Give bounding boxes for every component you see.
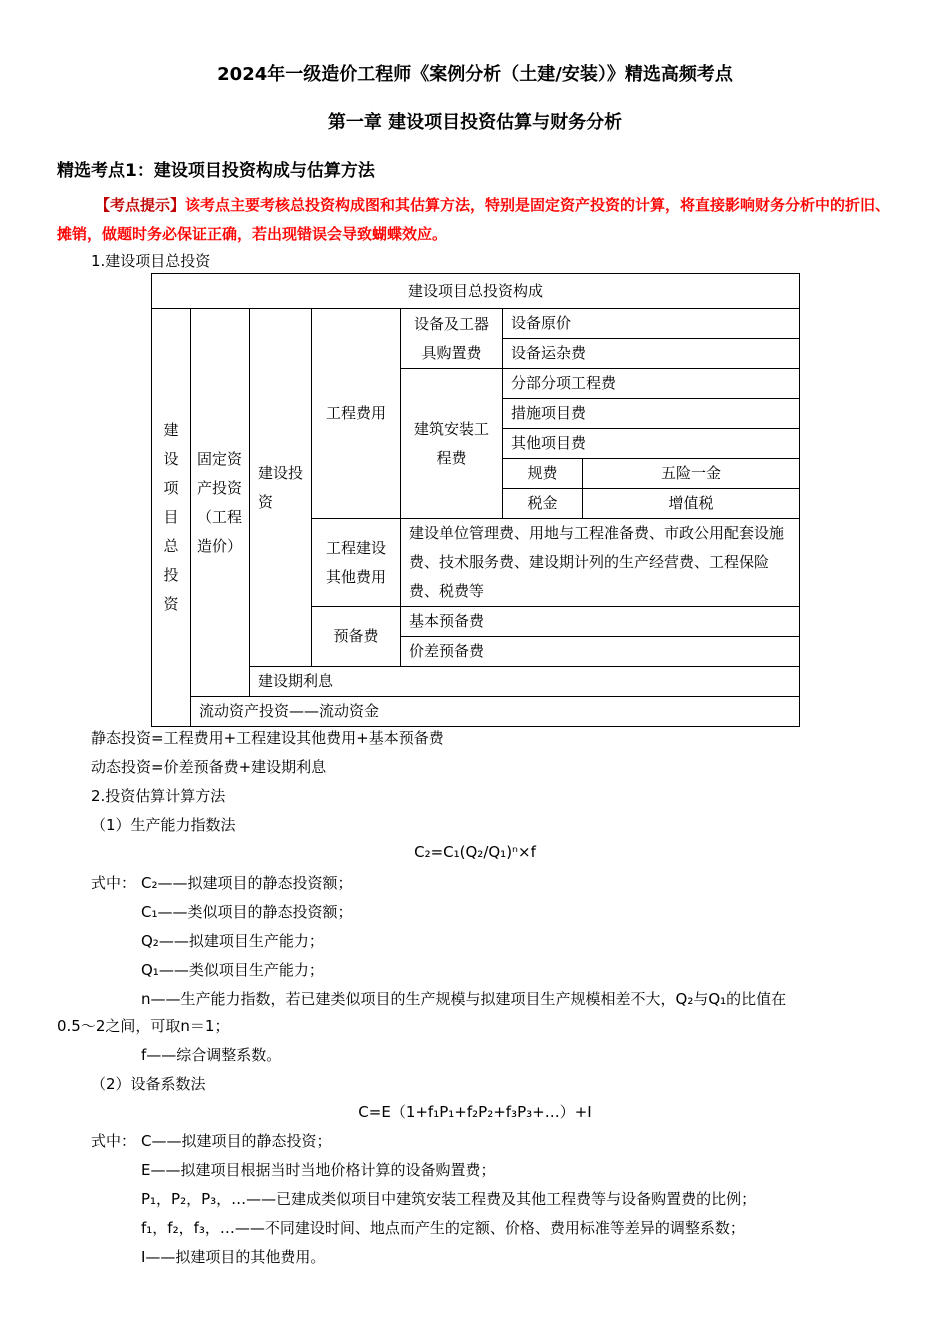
reserve-cell: 预备费 — [312, 607, 401, 667]
other-items-cost-cell: 其他项目费 — [503, 429, 800, 459]
fees-cell: 规费 — [503, 459, 583, 489]
interest-cell: 建设期利息 — [250, 667, 800, 697]
method2-e: E——拟建项目根据当时当地价格计算的设备购置费； — [141, 1161, 496, 1179]
investment-table — [151, 273, 800, 727]
method1-q2: Q₂——拟建项目生产能力； — [141, 932, 324, 950]
price-reserve-cell: 价差预备费 — [401, 637, 800, 667]
method2-where: 式中： — [91, 1132, 137, 1150]
hint-paragraph — [57, 191, 902, 249]
building-cost-cell: 建筑安装工程费 — [401, 369, 503, 519]
method1-q1: Q₁——类似项目生产能力； — [141, 961, 324, 979]
method2-formula: C=E（1+f₁P₁+f₂P₂+f₃P₃+…）+I — [358, 1103, 592, 1121]
item2-heading: 2.投资估算计算方法 — [91, 787, 226, 805]
item1-heading: 1.建设项目总投资 — [91, 252, 211, 270]
basic-reserve-cell: 基本预备费 — [401, 607, 800, 637]
method1-formula: C₂=C₁(Q₂/Q₁)ⁿ×f — [414, 843, 536, 861]
table-header: 建设项目总投资构成 — [152, 274, 800, 309]
hint-text: 该考点主要考核总投资构成图和其估算方法，特别是固定资产投资的计算，将直接影响财务分析中的折旧、摊销，做题时务必保证正确，若出现错误会导致蝴蝶效应。 — [57, 196, 891, 243]
subitem-cost-cell: 分部分项工程费 — [503, 369, 800, 399]
fees-value-cell: 五险一金 — [583, 459, 800, 489]
method1-f: f——综合调整系数。 — [141, 1046, 282, 1064]
tax-value-cell: 增值税 — [583, 489, 800, 519]
fixed-asset-cell: 固定资产投资（工程造价） — [191, 309, 250, 697]
method1-where: 式中： — [91, 874, 137, 892]
section-heading: 精选考点1：建设项目投资构成与估算方法 — [57, 161, 375, 181]
method1-title: （1）生产能力指数法 — [91, 816, 236, 834]
total-investment-cell: 建设项目总投资 — [152, 309, 191, 727]
method1-c2: C₂——拟建项目的静态投资额； — [141, 874, 353, 892]
construction-investment-cell: 建设投资 — [250, 309, 312, 667]
measures-cost-cell: 措施项目费 — [503, 399, 800, 429]
method1-c1: C₁——类似项目的静态投资额； — [141, 903, 353, 921]
hint-label: 【考点提示】 — [95, 196, 186, 214]
method2-p: P₁，P₂，P₃，…——已建成类似项目中建筑安装工程费及其他工程费等与设备购置费的比例； — [141, 1190, 757, 1208]
method2-c: C——拟建项目的静态投资； — [141, 1132, 332, 1150]
static-investment-formula: 静态投资=工程费用+工程建设其他费用+基本预备费 — [91, 729, 444, 747]
method2-i: I——拟建项目的其他费用。 — [141, 1248, 326, 1266]
other-cost-desc-cell: 建设单位管理费、用地与工程准备费、市政公用配套设施费、技术服务费、建设期计列的生产经营费、工程保险费、税费等 — [401, 519, 800, 607]
method2-title: （2）设备系数法 — [91, 1075, 206, 1093]
equipment-cost-cell: 设备及工器具购置费 — [401, 309, 503, 369]
equipment-price-cell: 设备原价 — [503, 309, 800, 339]
working-capital-cell: 流动资产投资——流动资金 — [191, 697, 800, 727]
other-cost-cell: 工程建设其他费用 — [312, 519, 401, 607]
equipment-freight-cell: 设备运杂费 — [503, 339, 800, 369]
engineering-cost-cell: 工程费用 — [312, 309, 401, 519]
chapter-title: 第一章 建设项目投资估算与财务分析 — [327, 112, 623, 133]
method2-fs: f₁，f₂，f₃，…——不同建设时间、地点而产生的定额、价格、费用标准等差异的调整系数； — [141, 1219, 745, 1237]
method1-n-line1: n——生产能力指数，若已建类似项目的生产规模与拟建项目生产规模相差不大，Q₂与Q₁的比值在 — [141, 990, 787, 1008]
tax-cell: 税金 — [503, 489, 583, 519]
method1-n-line2: 0.5～2之间，可取n＝1； — [57, 1017, 230, 1035]
document-title: 2024年一级造价工程师《案例分析（土建/安装）》精选高频考点 — [217, 64, 733, 85]
dynamic-investment-formula: 动态投资=价差预备费+建设期利息 — [91, 758, 327, 776]
